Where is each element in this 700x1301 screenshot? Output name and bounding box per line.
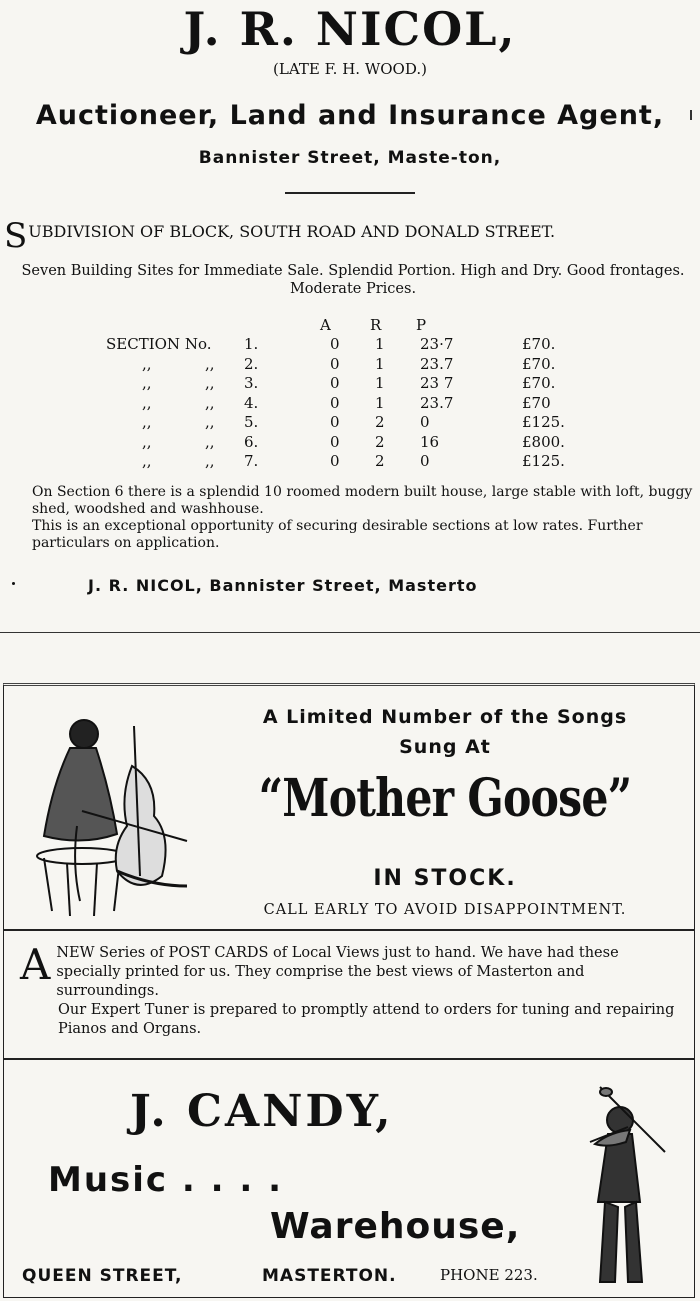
price-value: £125.	[522, 452, 565, 470]
perches-value: 0	[420, 452, 430, 470]
nicol-role: Auctioneer, Land and Insurance Agent,	[35, 100, 665, 131]
perches-value: 23.7	[420, 354, 454, 373]
nicol-title: J. R. NICOL,	[183, 2, 517, 56]
tuner-text: Our Expert Tuner is prepared to promptly attend to orders for tuning and repairing Pianos and Organs.	[58, 1002, 675, 1037]
sites-description: Seven Building Sites for Immediate Sale. Splendid Portion. High and Dry. Good frontages. Moderate Prices.	[21, 263, 685, 297]
acres-value: 0	[330, 452, 340, 470]
section-number: 7.	[244, 452, 259, 470]
edge-mark	[690, 110, 692, 120]
ditto-mark: ,,	[142, 374, 152, 392]
ditto-mark: ,,	[142, 452, 152, 470]
postcards-text: NEW Series of POST CARDS of Local Views just to hand. We have had these specially printed for us. They comprise the best views of Masterton and surroundings.	[56, 945, 619, 999]
ditto-mark: ,,	[142, 393, 152, 412]
acres-value: 0	[330, 335, 340, 353]
opportunity-text: This is an exceptional opportunity of securing desirable sections at low rates. Further particulars on application.	[32, 518, 643, 551]
subdivision-heading-text: UBDIVISION OF BLOCK, SOUTH ROAD AND DONALD STREET.	[28, 222, 556, 241]
section-number: 2.	[244, 354, 259, 373]
subdivision-heading	[4, 216, 694, 256]
dot-mark	[12, 582, 15, 585]
songs-line-1: A Limited Number of the Songs	[262, 706, 628, 728]
candy-town: MASTERTON.	[262, 1266, 397, 1286]
acres-value: 0	[330, 354, 340, 373]
short-rule	[285, 192, 415, 194]
ditto-mark: ,,	[205, 413, 215, 431]
ditto-mark: ,,	[142, 432, 152, 451]
postcards-paragraph	[20, 940, 678, 1039]
songs-line-2: Sung At	[399, 736, 491, 758]
ditto-mark: ,,	[205, 432, 215, 451]
ditto-mark: ,,	[142, 413, 152, 431]
col-header-r: R	[370, 316, 382, 334]
violinist-illustration	[570, 1082, 685, 1294]
section-number: 5.	[244, 413, 259, 431]
roods-value: 1	[375, 393, 385, 412]
price-value: £70.	[522, 354, 556, 373]
candy-phone: PHONE 223.	[440, 1266, 538, 1284]
box-divider	[3, 929, 695, 931]
call-early-notice: CALL EARLY TO AVOID DISAPPOINTMENT.	[263, 902, 627, 918]
section6-text: On Section 6 there is a splendid 10 roomed modern built house, large stable with loft, buggy shed, woodshed and washhouse.	[32, 484, 693, 517]
ditto-mark: ,,	[205, 374, 215, 392]
section-number: 3.	[244, 374, 259, 392]
perches-value: 23.7	[420, 393, 454, 412]
box-divider	[3, 1058, 695, 1060]
section-number: 1.	[244, 335, 259, 353]
perches-value: 16	[420, 432, 440, 451]
price-value: £70.	[522, 374, 556, 392]
section-number: 6.	[244, 432, 259, 451]
roods-value: 2	[375, 432, 385, 451]
in-stock-label: IN STOCK.	[373, 866, 517, 891]
ditto-mark: ,,	[205, 354, 215, 373]
ditto-mark: ,,	[142, 354, 152, 373]
acres-value: 0	[330, 413, 340, 431]
price-value: £800.	[522, 432, 565, 451]
acres-value: 0	[330, 393, 340, 412]
price-value: £125.	[522, 413, 565, 431]
col-header-a: A	[320, 316, 331, 334]
candy-title: J. CANDY,	[130, 1086, 394, 1137]
roods-value: 2	[375, 413, 385, 431]
nicol-footer: J. R. NICOL, Bannister Street, Masterto	[88, 576, 478, 595]
section-rule	[0, 632, 700, 633]
roods-value: 1	[375, 335, 385, 353]
acres-value: 0	[330, 432, 340, 451]
nicol-address: Bannister Street, Maste-ton,	[198, 148, 502, 168]
section6-paragraph	[2, 484, 700, 552]
subdivision-dropcap: S	[4, 216, 28, 256]
candy-street: QUEEN STREET,	[22, 1266, 183, 1286]
ditto-mark: ,,	[205, 393, 215, 412]
ditto-mark: ,,	[205, 452, 215, 470]
section-label: SECTION No.	[106, 335, 212, 353]
postcards-dropcap: A	[20, 940, 51, 989]
roods-value: 2	[375, 452, 385, 470]
price-value: £70.	[522, 335, 556, 353]
col-header-p: P	[416, 316, 427, 334]
perches-value: 23·7	[420, 335, 454, 353]
mother-goose-title: “Mother Goose”	[258, 768, 632, 829]
roods-value: 1	[375, 374, 385, 392]
roods-value: 1	[375, 354, 385, 373]
candy-warehouse: Warehouse,	[270, 1206, 521, 1247]
perches-value: 23 7	[420, 374, 454, 392]
section-number: 4.	[244, 393, 259, 412]
price-value: £70	[522, 393, 551, 412]
perches-value: 0	[420, 413, 430, 431]
nicol-late-note: (LATE F. H. WOOD.)	[273, 60, 427, 78]
candy-music: Music . . . .	[48, 1160, 284, 1200]
acres-value: 0	[330, 374, 340, 392]
cellist-illustration	[22, 706, 197, 921]
